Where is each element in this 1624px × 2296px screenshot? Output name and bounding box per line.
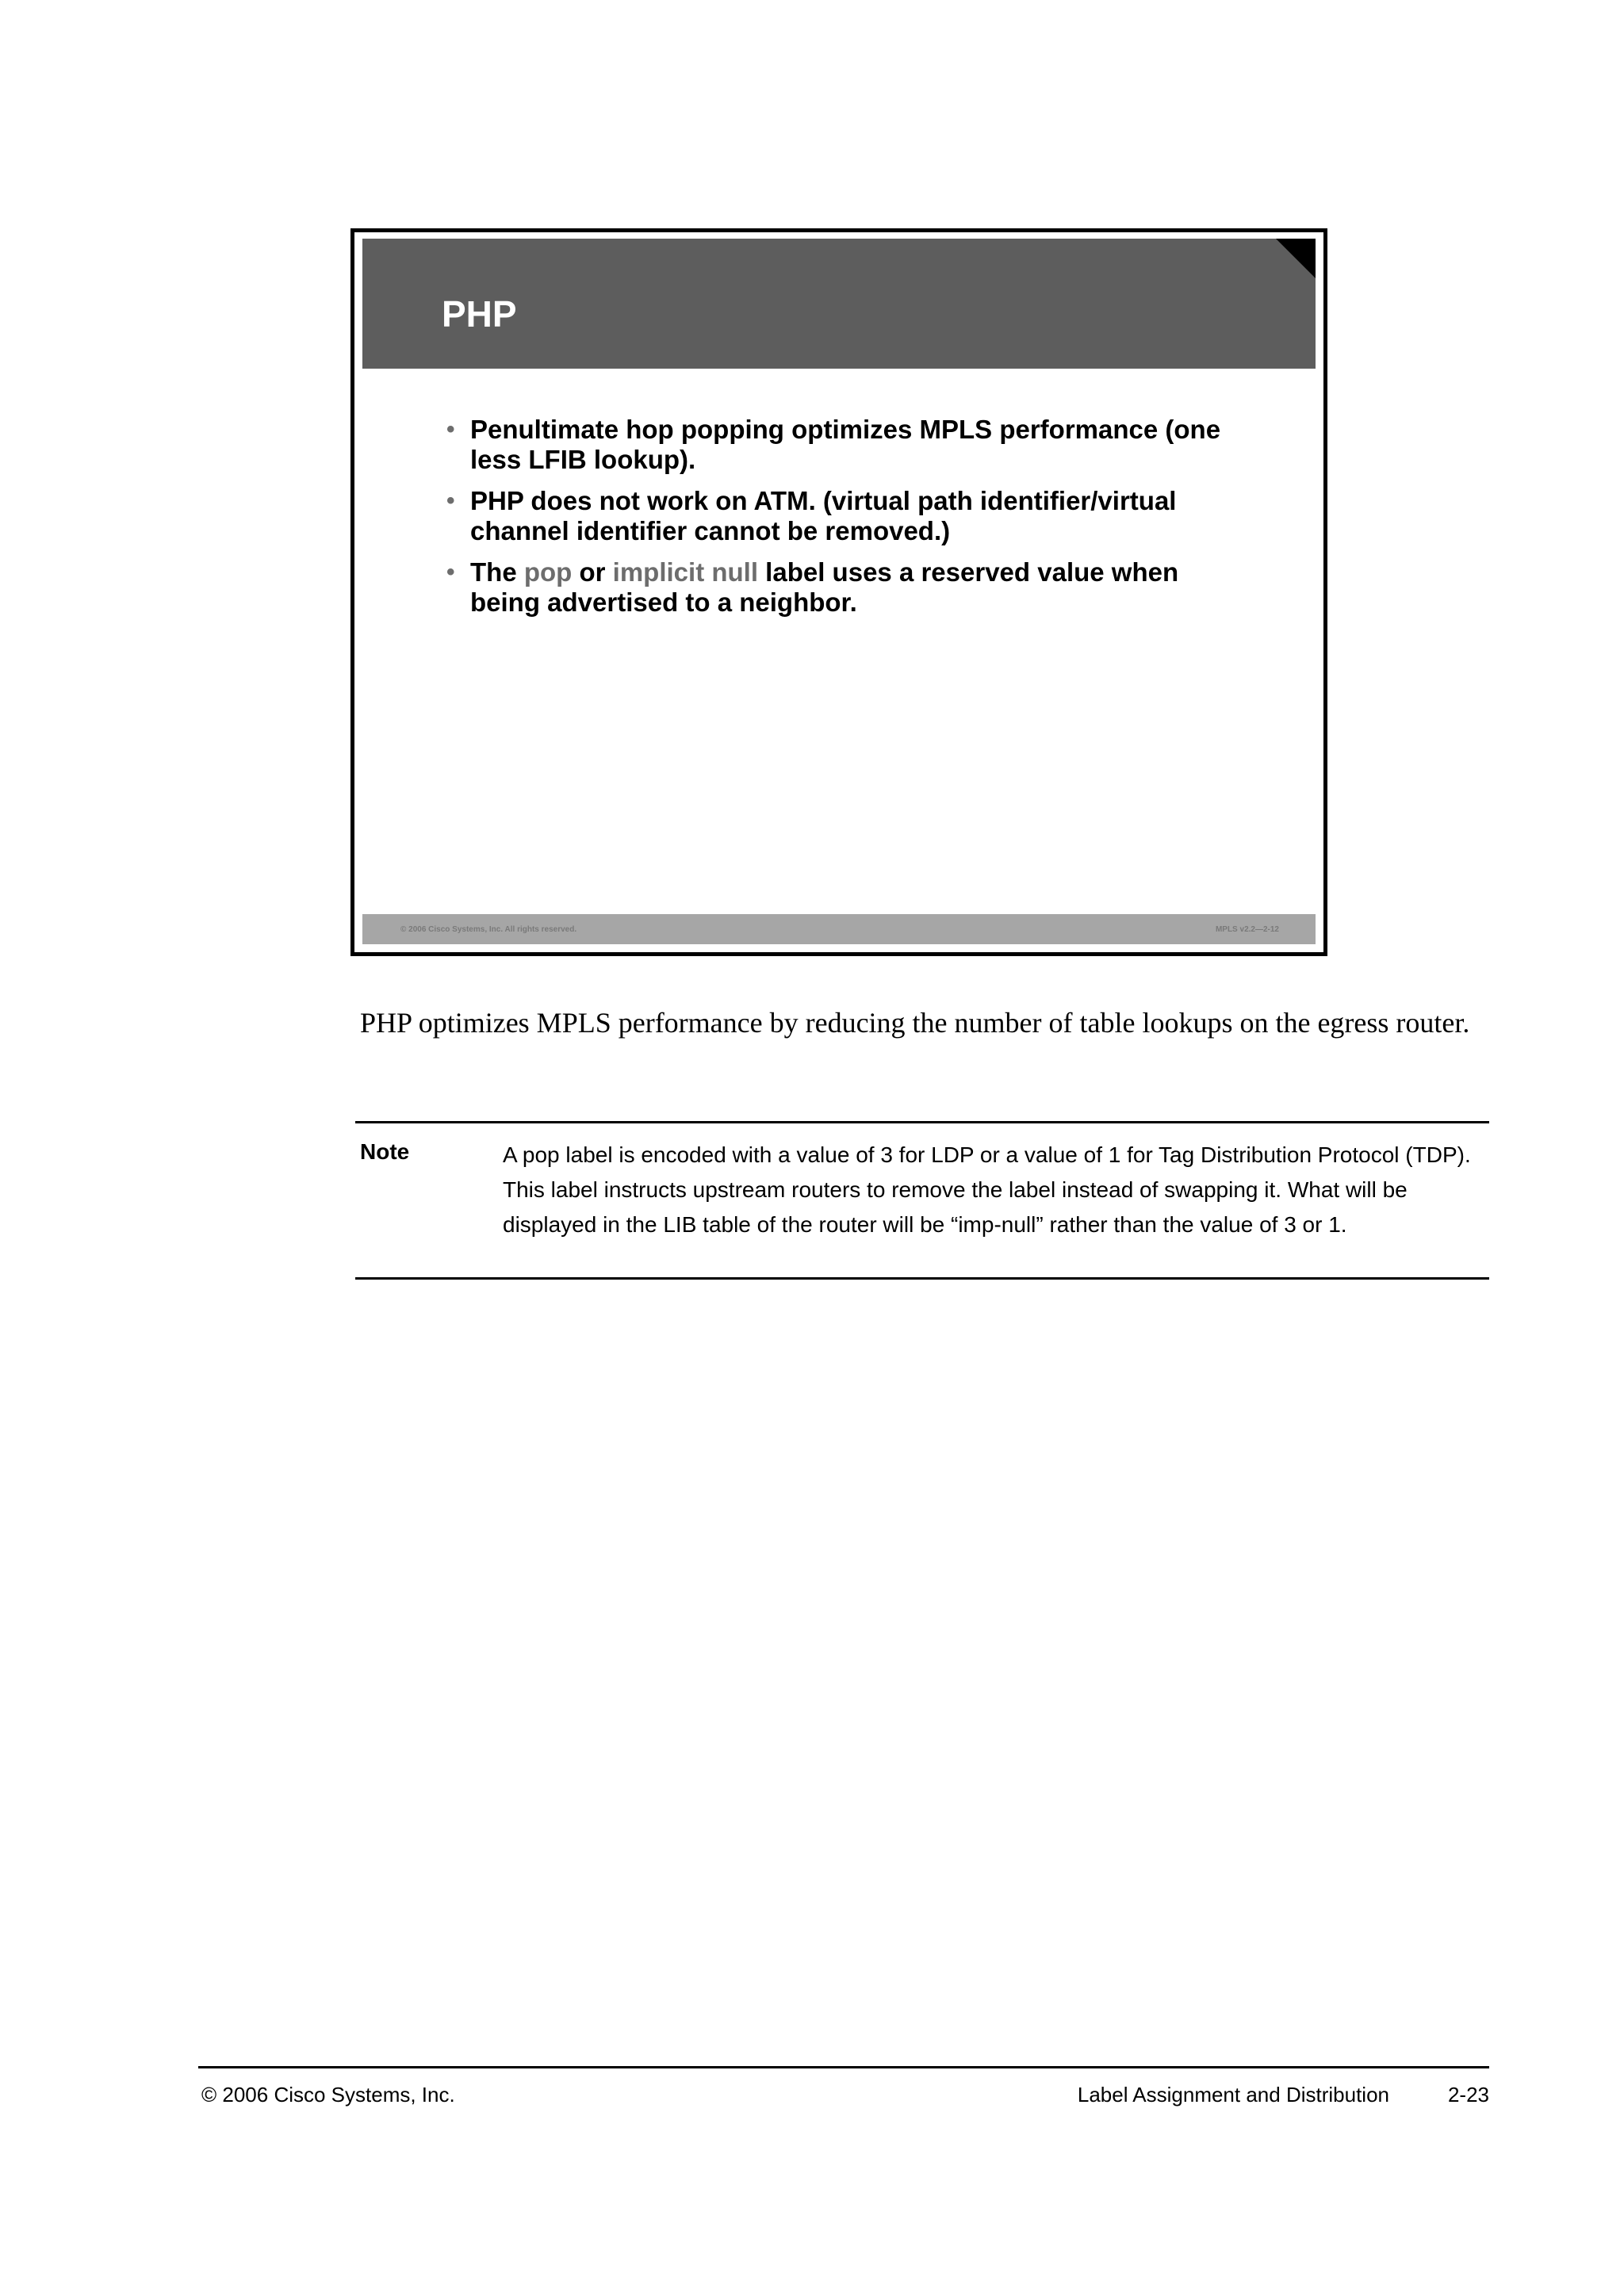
note-label: Note [360,1139,410,1164]
body-paragraph: PHP optimizes MPLS performance by reducing the number of table lookups on the egress router. [360,1007,1470,1039]
bullet-icon: • [446,488,455,514]
bullet-icon: • [446,559,455,585]
bullet-text-suffix: label uses a reserved value when being advertised to a neighbor. [470,557,1179,617]
bullet-text: PHP does not work on ATM. (virtual path identifier/virtual channel identifier cannot be removed.) [470,486,1177,545]
footer-section-title: Label Assignment and Distribution [1077,2083,1389,2107]
note-text: A pop label is encoded with a value of 3 for LDP or a value of 1 for Tag Distribution Protocol (TDP). This label instructs upstream routers to remove the label instead of swapping it. What will be displayed in the LIB table of the router will be “imp-null” rather than the value of 3 or 1. [503,1142,1471,1237]
slide-footer-code: MPLS v2.2—2-12 [1215,925,1279,934]
page-footer [198,2066,1489,2108]
slide-title: PHP [442,293,517,335]
corner-triangle-icon [1276,239,1316,278]
bullet-item [446,486,1239,546]
slide-header [362,239,1316,369]
footer-page-number: 2-23 [1447,2083,1489,2107]
slide [350,228,1327,956]
slide-footer-copyright: © 2006 Cisco Systems, Inc. All rights reserved. [400,925,577,934]
bullet-text-prefix: The [470,557,524,587]
bullet-item [446,557,1239,618]
footer-copyright: © 2006 Cisco Systems, Inc. [201,2083,455,2107]
highlight-pop: pop [523,557,573,587]
highlight-implicit-null: implicit null [612,557,759,587]
bullet-icon: • [446,416,455,442]
note-box [355,1121,1489,1280]
bullet-text: Penultimate hop popping optimizes MPLS performance (one less LFIB lookup). [470,415,1221,474]
bullet-item [446,415,1239,475]
slide-footer [362,914,1316,944]
bullet-text-mid: or [572,557,613,587]
bullet-list [446,415,1239,629]
